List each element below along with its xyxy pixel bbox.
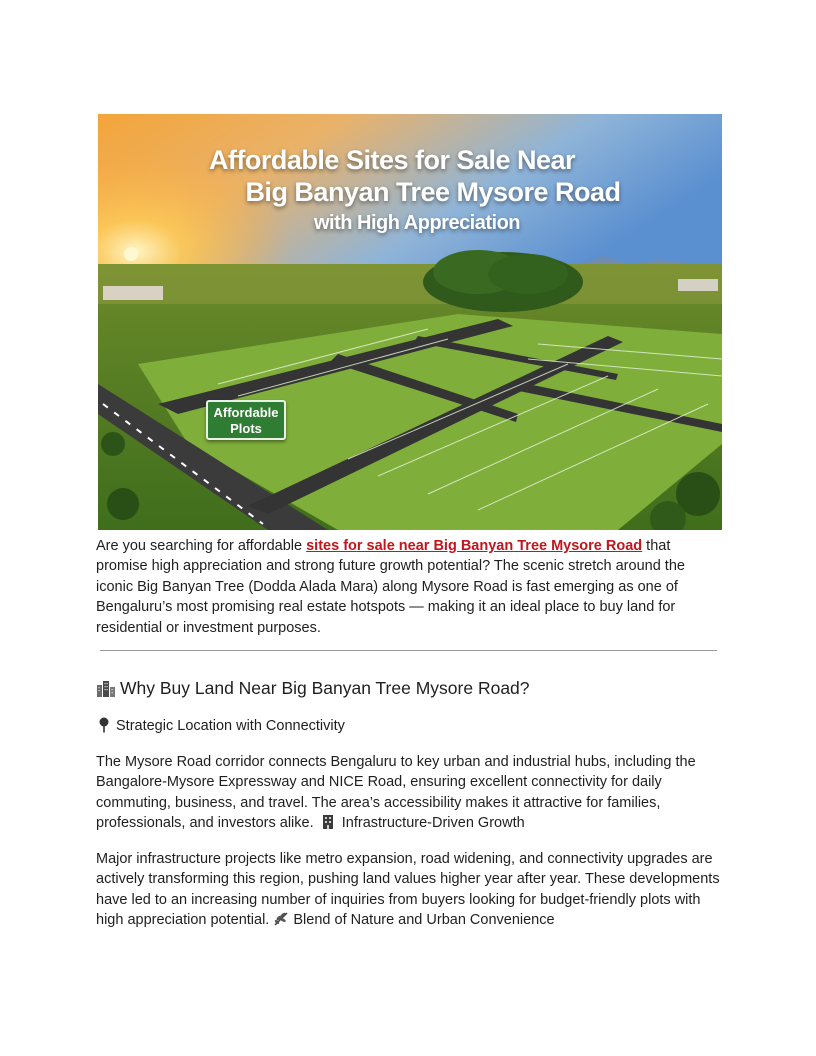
building-icon [322, 814, 334, 829]
intro-paragraph [96, 536, 722, 638]
map-pin-icon [98, 717, 110, 733]
sites-for-sale-link[interactable]: sites for sale near Big Banyan Tree Mysore Road [306, 538, 643, 554]
infrastructure-text: Major infrastructure projects like metro expansion, road widening, and connectivity upgrades are actively transforming this region, pushing land values higher year after year. These developments have led to an increasing number of inquiries from buyers looking for budget-friendly plots with high appreciation potential. [96, 851, 720, 929]
hero-title-line1: Affordable Sites for Sale Near [208, 145, 576, 175]
subheading-location-text: Strategic Location with Connectivity [116, 718, 345, 734]
horizontal-divider [100, 650, 717, 651]
city-buildings-icon [96, 678, 116, 698]
sign-line1: Affordable [213, 405, 279, 420]
intro-before-link: Are you searching for affordable [96, 538, 307, 554]
hero-title-line2: Big Banyan Tree Mysore Road [245, 177, 621, 207]
section-heading [96, 676, 530, 700]
subheading-location [98, 716, 345, 736]
intro-after-link: that promise high appreciation and strong future growth potential? The scenic stretch around the iconic Big Banyan Tree (Dodda Alada Mara) along Mysore Road is fast emerging as one of Bengaluru’s most promising real estate hotspots — making it an ideal place to buy land for residential or investment purposes. [96, 538, 685, 636]
connectivity-paragraph [96, 752, 722, 834]
affordable-plots-sign [206, 400, 286, 440]
hero-image [98, 114, 722, 530]
subheading-infrastructure: Infrastructure-Driven Growth [341, 815, 525, 832]
herb-leaf-icon [273, 911, 289, 926]
hero-title [98, 144, 722, 238]
section-heading-text: Why Buy Land Near Big Banyan Tree Mysore Road? [120, 678, 530, 698]
subheading-nature: Blend of Nature and Urban Convenience [293, 912, 555, 929]
hero-title-line3: with High Appreciation [313, 212, 521, 234]
sign-line2: Plots [230, 421, 262, 436]
infrastructure-paragraph [96, 849, 722, 931]
connectivity-text: The Mysore Road corridor connects Bengaluru to key urban and industrial hubs, including the Bangalore-Mysore Expressway and NICE Road, ensuring excellent connectivity for daily commuting, business, and travel. The area’s accessibility makes it attractive for families, professionals, and investors alike. [96, 754, 696, 832]
